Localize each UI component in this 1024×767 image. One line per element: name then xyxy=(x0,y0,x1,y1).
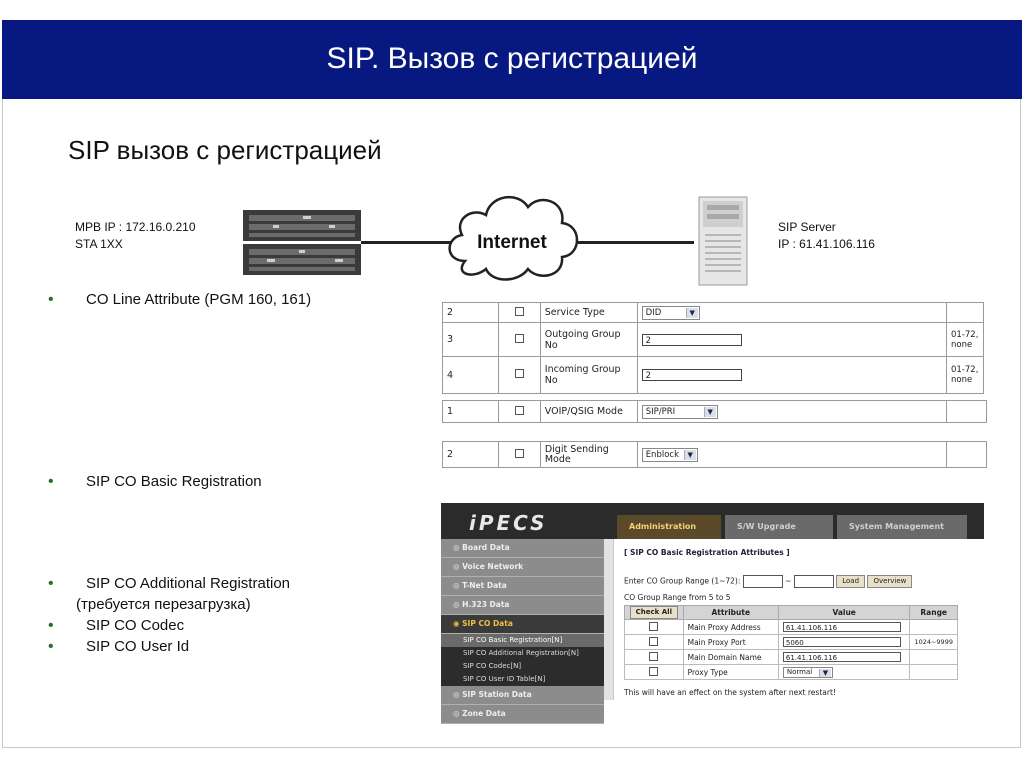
sidebar-item-zone-data[interactable]: ◎ Zone Data xyxy=(441,705,604,724)
row-checkbox[interactable] xyxy=(649,667,658,676)
bullet-list-3 xyxy=(48,573,290,657)
bullet-icon: • xyxy=(48,575,54,592)
row-number: 2 xyxy=(443,442,499,468)
row-number: 1 xyxy=(443,401,499,423)
outgoing-group-input[interactable]: 2 xyxy=(642,334,742,346)
tab-sw-upgrade[interactable]: S/W Upgrade xyxy=(725,515,833,539)
server-name: SIP Server xyxy=(778,220,836,234)
proxy-type-select[interactable] xyxy=(783,667,833,678)
attribute-name: Service Type xyxy=(540,303,637,323)
link-left xyxy=(361,241,451,244)
table-row xyxy=(625,635,958,650)
row-number: 2 xyxy=(443,303,499,323)
table-row xyxy=(443,401,987,423)
internet-cloud-icon xyxy=(440,183,585,288)
server-label xyxy=(778,219,875,253)
select-value: Enblock xyxy=(645,449,679,460)
sidebar-item-sip-station-data[interactable]: ◎ SIP Station Data xyxy=(441,686,604,705)
range-bar xyxy=(624,575,912,602)
bullet-text: SIP CO Additional Registration xyxy=(86,575,291,592)
range-cell xyxy=(910,620,958,635)
sidebar-item-sip-co-data[interactable]: ◉ SIP CO Data xyxy=(441,615,604,634)
range-to-input[interactable] xyxy=(794,575,834,588)
digit-sending-table xyxy=(442,441,987,468)
attribute-name: VOIP/QSIG Mode xyxy=(540,401,637,423)
row-checkbox[interactable] xyxy=(649,637,658,646)
table-row xyxy=(443,323,984,357)
slide-heading: SIP вызов с регистрацией xyxy=(68,135,382,165)
sidebar-item-label: T-Net Data xyxy=(462,581,507,590)
slide-title: SIP. Вызов с регистрацией xyxy=(326,42,698,75)
row-checkbox[interactable] xyxy=(649,622,658,631)
sidebar-item-label: SIP CO Data xyxy=(462,619,513,628)
ipecs-logo: iPECS xyxy=(469,511,548,535)
range-cell: 1024~9999 xyxy=(910,635,958,650)
attribute-name: Main Domain Name xyxy=(683,650,778,665)
section-title: [ SIP CO Basic Registration Attributes ] xyxy=(624,548,790,557)
ipecs-sidebar xyxy=(441,539,604,718)
bullet-list-1 xyxy=(48,289,311,310)
bullet-item xyxy=(48,615,290,636)
tab-administration[interactable]: Administration xyxy=(617,515,721,539)
attribute-name: Outgoing Group No xyxy=(540,323,637,357)
bullet-note: (требуется перезагрузка) xyxy=(76,596,251,613)
range-cell xyxy=(947,303,984,323)
range-cell: 01-72, none xyxy=(947,323,984,357)
sidebar-item-label: Board Data xyxy=(462,543,510,552)
bullet-text: SIP CO User Id xyxy=(86,638,190,655)
main-proxy-address-input[interactable]: 61.41.106.116 xyxy=(783,622,901,632)
table-header-row xyxy=(625,606,958,620)
voip-mode-table xyxy=(442,400,987,423)
cloud-label: Internet xyxy=(477,232,547,253)
mpb-rack-image xyxy=(243,210,361,276)
main-domain-name-input[interactable]: 61.41.106.116 xyxy=(783,652,901,662)
bullet-text: SIP CO Basic Registration xyxy=(86,473,262,490)
table-row xyxy=(443,303,984,323)
sip-server-image xyxy=(697,195,749,287)
column-header: Attribute xyxy=(683,606,778,620)
voip-mode-select[interactable] xyxy=(642,405,718,419)
row-checkbox[interactable] xyxy=(515,334,524,343)
attribute-name: Digit Sending Mode xyxy=(540,442,637,468)
table-row xyxy=(625,665,958,680)
chevron-down-icon: ▼ xyxy=(819,669,831,677)
bullet-icon: • xyxy=(48,291,54,308)
bullet-icon: • xyxy=(48,617,54,634)
bullet-icon: • xyxy=(48,638,54,655)
check-all-button[interactable]: Check All xyxy=(630,606,678,619)
incoming-group-input[interactable]: 2 xyxy=(642,369,742,381)
co-attribute-table xyxy=(442,302,984,394)
table-row xyxy=(625,650,958,665)
attribute-name: Main Proxy Port xyxy=(683,635,778,650)
bullet-item xyxy=(48,289,311,310)
service-type-select[interactable] xyxy=(642,306,700,320)
table-row xyxy=(443,357,984,394)
table-row xyxy=(625,620,958,635)
sidebar-subitem-basic-registration[interactable]: SIP CO Basic Registration[N] xyxy=(441,634,604,647)
range-cell xyxy=(910,665,958,680)
digit-sending-select[interactable] xyxy=(642,448,698,462)
sidebar-item-label: SIP Station Data xyxy=(462,690,532,699)
row-checkbox[interactable] xyxy=(515,406,524,415)
column-header: Value xyxy=(778,606,910,620)
bullet-item xyxy=(48,573,290,594)
attribute-name: Proxy Type xyxy=(683,665,778,680)
link-right xyxy=(578,241,694,244)
registration-table xyxy=(624,605,958,680)
scrollbar[interactable] xyxy=(604,539,614,700)
range-cell: 01-72, none xyxy=(947,357,984,394)
ipecs-admin-screenshot xyxy=(441,503,984,718)
main-proxy-port-input[interactable]: 5060 xyxy=(783,637,901,647)
attribute-name: Main Proxy Address xyxy=(683,620,778,635)
sidebar-item-label: H.323 Data xyxy=(462,600,510,609)
table-row xyxy=(443,442,987,468)
range-cell xyxy=(910,650,958,665)
sidebar-subitem-additional-registration[interactable]: SIP CO Additional Registration[N] xyxy=(441,647,604,660)
bullet-text: SIP CO Codec xyxy=(86,617,185,634)
chevron-down-icon: ▼ xyxy=(686,308,698,318)
row-number: 3 xyxy=(443,323,499,357)
row-checkbox[interactable] xyxy=(515,307,524,316)
sidebar-item-tnet-data[interactable]: ◎ T-Net Data xyxy=(441,577,604,596)
sidebar-subitem-user-id[interactable]: SIP CO User ID Table[N] xyxy=(441,673,604,686)
range-from-input[interactable] xyxy=(743,575,783,588)
overview-button[interactable]: Overview xyxy=(867,575,912,588)
select-value: SIP/PRI xyxy=(645,406,676,417)
bullet-item xyxy=(48,636,290,657)
row-checkbox[interactable] xyxy=(649,652,658,661)
range-info: CO Group Range from 5 to 5 xyxy=(624,593,731,602)
range-label: Enter CO Group Range (1~72): xyxy=(624,576,741,586)
sidebar-item-h323-data[interactable]: ◎ H.323 Data xyxy=(441,596,604,615)
tab-system-management[interactable]: System Management xyxy=(837,515,967,539)
range-separator: ~ xyxy=(785,576,792,586)
sidebar-item-voice-network[interactable]: ◎ Voice Network xyxy=(441,558,604,577)
sidebar-subitem-codec[interactable]: SIP CO Codec[N] xyxy=(441,660,604,673)
row-number: 4 xyxy=(443,357,499,394)
select-value: Normal xyxy=(786,667,813,676)
sidebar-item-board-data[interactable]: ◎ Board Data xyxy=(441,539,604,558)
server-ip: IP : 61.41.106.116 xyxy=(778,237,875,251)
mpb-sta: STA 1XX xyxy=(75,237,123,251)
bullet-text: CO Line Attribute (PGM 160, 161) xyxy=(86,291,312,308)
row-checkbox[interactable] xyxy=(515,449,524,458)
mpb-ip: MPB IP : 172.16.0.210 xyxy=(75,220,196,234)
sidebar-item-label: Zone Data xyxy=(462,709,506,718)
select-value: DID xyxy=(645,307,662,318)
bullet-icon: • xyxy=(48,473,54,490)
row-checkbox[interactable] xyxy=(515,369,524,378)
column-header: Range xyxy=(910,606,958,620)
chevron-down-icon: ▼ xyxy=(684,450,696,460)
bullet-list-2 xyxy=(48,471,262,492)
sidebar-item-label: Voice Network xyxy=(462,562,524,571)
bullet-item xyxy=(48,471,262,492)
restart-note: This will have an effect on the system after next restart! xyxy=(624,688,836,697)
attribute-name: Incoming Group No xyxy=(540,357,637,394)
mpb-label xyxy=(75,219,196,253)
load-button[interactable]: Load xyxy=(836,575,865,588)
chevron-down-icon: ▼ xyxy=(704,407,716,417)
